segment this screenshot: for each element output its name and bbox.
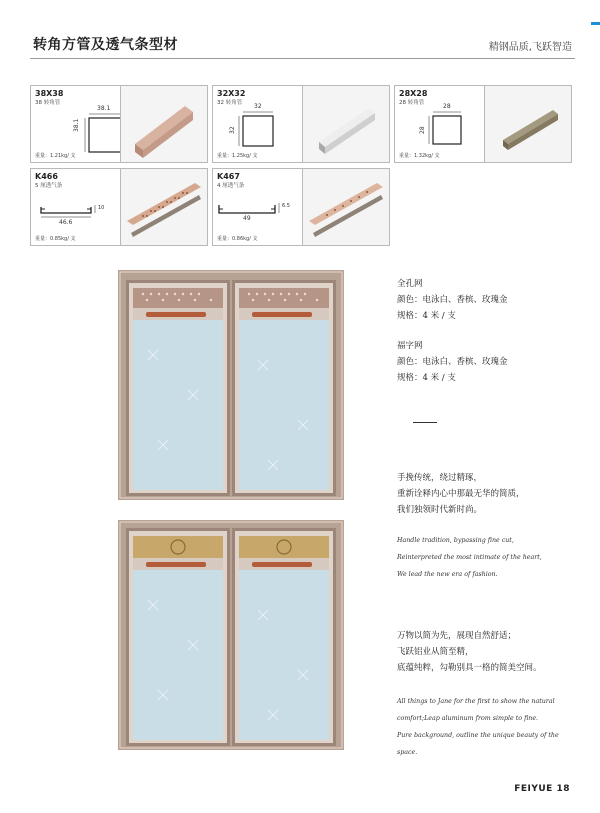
dim-width-label: 46.6 [59,219,73,226]
profile-photo-28x28 [484,85,572,163]
dim-height-label: 10 [98,205,105,211]
slogan-en-2 [397,693,559,761]
profile-code: 38X38 [35,89,64,98]
profile-code: K467 [217,172,240,181]
profile-photo-k466 [120,168,208,246]
profile-weight: 重量：1.32kg/ 支 [399,153,440,159]
slogan-cn-1 [397,470,525,518]
spec-size: 规格：4 米 / 支 [397,311,456,321]
profile-code: 32X32 [217,89,246,98]
dim-side-label: 28 [419,126,426,134]
text-line: 我们独领时代新时尚。 [397,505,483,515]
accent-stripe [591,22,600,25]
header-divider [30,58,575,59]
page-footer [514,784,570,794]
cabinet-full-mesh [118,270,344,500]
dim-top-label: 32 [254,103,262,110]
profile-code: 28X28 [399,89,428,98]
spec-block-fu-mesh [397,338,508,386]
profile-weight: 重量：0.85kg/ 支 [35,236,76,242]
text-line: comfort;Leap aluminum from simple to fine. [397,715,539,722]
profile-desc: 28 转角管 [399,100,425,106]
page-number: 18 [556,784,570,794]
profile-desc: 5 厘透气条 [35,183,63,189]
profile-photo-32x32 [302,85,390,163]
slogan-cn-2 [397,628,542,676]
spec-name: 全孔网 [397,279,423,289]
page-slogan: 精钢品质,飞跃智造 [488,42,572,53]
dim-height-label: 6.5 [282,203,290,209]
profile-desc: 4 厘透气条 [217,183,245,189]
dim-width-label: 49 [243,215,251,222]
slogan-en-1 [397,532,542,583]
text-line: 底蕴纯粹，勾勒别具一格的简美空间。 [397,663,542,673]
dim-side-label: 38.1 [73,118,80,132]
text-line: 飞跃铝业从简至精， [397,647,474,657]
text-line: 重新诠释内心中那最无华的简质， [397,489,525,499]
text-line: All things to Jane for the first to show the natural [397,698,555,705]
spec-name: 福字网 [397,341,423,351]
profile-code: K466 [35,172,58,181]
dim-side-label: 32 [229,126,236,134]
spec-colors: 颜色：电泳白、香槟、玫瑰金 [397,295,508,305]
text-line: 手挽传统，绕过精琢， [397,473,483,483]
top-bar [0,0,600,24]
text-line: Pure background, outline the unique beauty of the [397,732,559,739]
section-dash [413,422,437,423]
profile-weight: 重量：0.86kg/ 支 [217,236,258,242]
footer-brand: FEIYUE [514,784,553,794]
dim-top-label: 28 [443,103,451,110]
text-line: Reinterpreted the most intimate of the heart, [397,554,542,561]
spec-size: 规格：4 米 / 支 [397,373,456,383]
cabinet-fu-mesh [118,520,344,750]
profile-weight: 重量：1.21kg/ 支 [35,153,76,159]
profile-photo-k467 [302,168,390,246]
text-line: We lead the new era of fashion. [397,571,498,578]
spec-block-full-mesh [397,276,508,324]
page-title: 转角方管及透气条型材 [33,37,178,53]
text-line: space. [397,749,418,756]
text-line: Handle tradition, bypassing fine cut, [397,537,514,544]
profile-photo-38x38 [120,85,208,163]
profile-desc: 38 转角管 [35,100,61,106]
profile-weight: 重量：1.25kg/ 支 [217,153,258,159]
profile-desc: 32 转角管 [217,100,243,106]
text-line: 万物以简为先，展现自然舒适； [397,631,517,641]
spec-colors: 颜色：电泳白、香槟、玫瑰金 [397,357,508,367]
dim-top-label: 38.1 [97,105,111,112]
